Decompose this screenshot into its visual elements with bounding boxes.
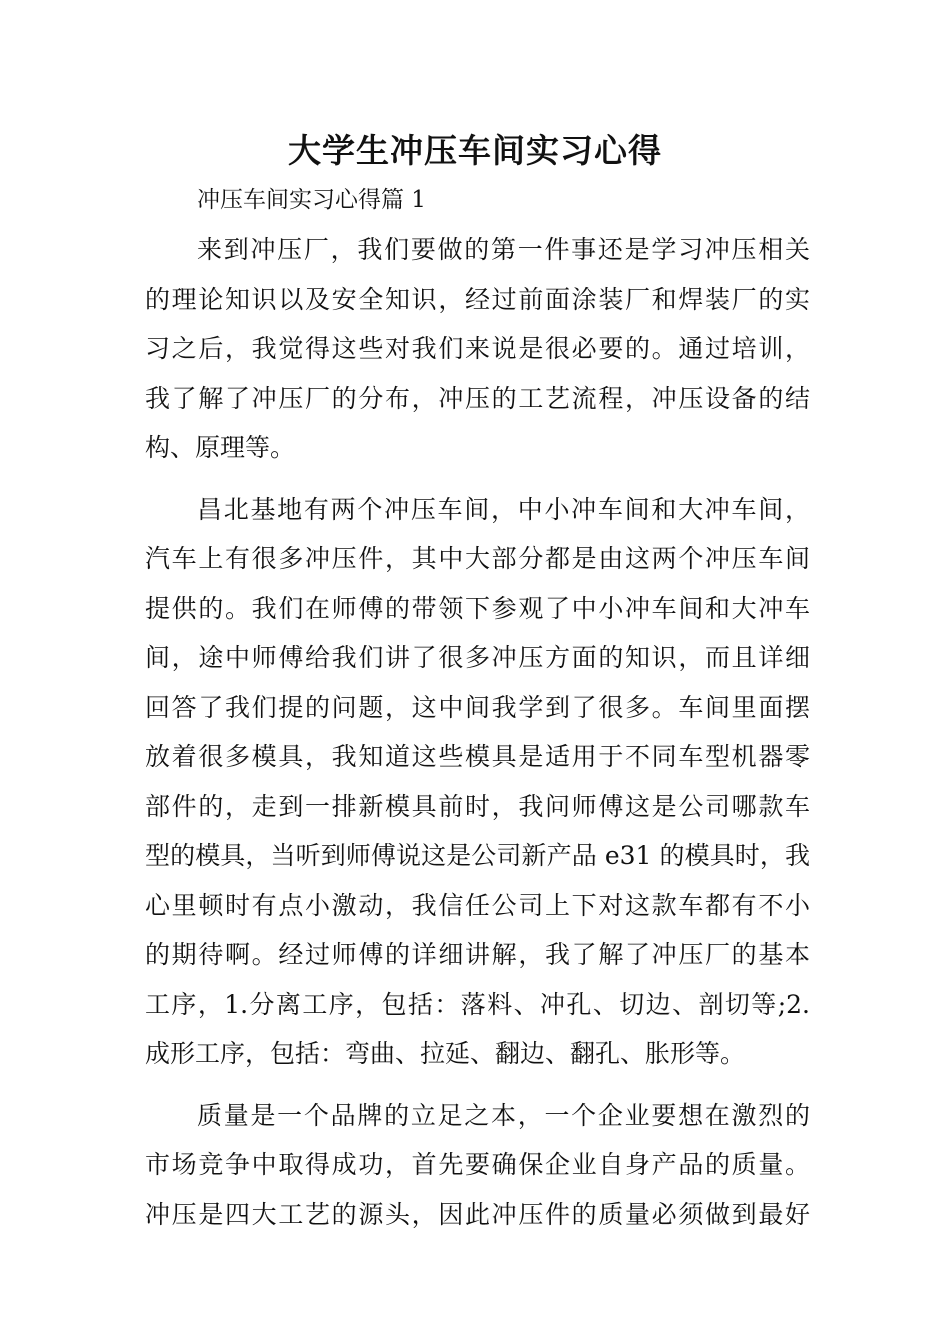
paragraph-line: 部件的，走到一排新模具前时，我问师傅这是公司哪款车 — [145, 791, 810, 821]
document-body — [145, 225, 810, 1251]
section-subtitle: 冲压车间实习心得篇 1 — [197, 187, 426, 213]
paragraph-line: 质量是一个品牌的立足之本，一个企业要想在激烈的 — [197, 1100, 810, 1130]
paragraph-line: 成形工序，包括：弯曲、拉延、翻边、翻孔、胀形等。 — [145, 1039, 746, 1068]
paragraph-line: 习之后，我觉得这些对我们来说是很必要的。通过培训， — [145, 334, 810, 363]
paragraph-line: 冲压是四大工艺的源头，因此冲压件的质量必须做到最好 — [145, 1199, 810, 1229]
paragraph-line: 市场竞争中取得成功，首先要确保企业自身产品的质量。 — [145, 1150, 810, 1179]
paragraph — [145, 1091, 810, 1240]
paragraph-line: 回答了我们提的问题，这中间我学到了很多。车间里面摆 — [145, 692, 810, 722]
paragraph — [145, 485, 810, 1079]
paragraph-line: 昌北基地有两个冲压车间，中小冲车间和大冲车间， — [197, 494, 810, 524]
paragraph-line: 间，途中师傅给我们讲了很多冲压方面的知识，而且详细 — [145, 643, 810, 672]
document-title: 大学生冲压车间实习心得 — [288, 131, 662, 170]
paragraph-line: 我了解了冲压厂的分布，冲压的工艺流程，冲压设备的结 — [145, 383, 810, 413]
paragraph-line: 来到冲压厂，我们要做的第一件事还是学习冲压相关 — [197, 235, 810, 264]
paragraph-line: 型的模具，当听到师傅说这是公司新产品 e31 的模具时，我 — [145, 841, 810, 870]
paragraph-line: 工序，1.分离工序，包括：落料、冲孔、切边、剖切等;2. — [145, 989, 810, 1019]
paragraph — [145, 225, 810, 473]
paragraph-line: 放着很多模具，我知道这些模具是适用于不同车型机器零 — [145, 742, 810, 771]
paragraph-line: 的期待啊。经过师傅的详细讲解，我了解了冲压厂的基本 — [145, 940, 810, 969]
paragraph-line: 提供的。我们在师傅的带领下参观了中小冲车间和大冲车 — [145, 593, 810, 623]
paragraph-line: 心里顿时有点小激动，我信任公司上下对这款车都有不小 — [145, 890, 810, 920]
paragraph-line: 汽车上有很多冲压件，其中大部分都是由这两个冲压车间 — [145, 544, 810, 573]
paragraph-line: 构、原理等。 — [145, 433, 296, 462]
paragraph-line: 的理论知识以及安全知识，经过前面涂装厂和焊装厂的实 — [145, 284, 810, 314]
